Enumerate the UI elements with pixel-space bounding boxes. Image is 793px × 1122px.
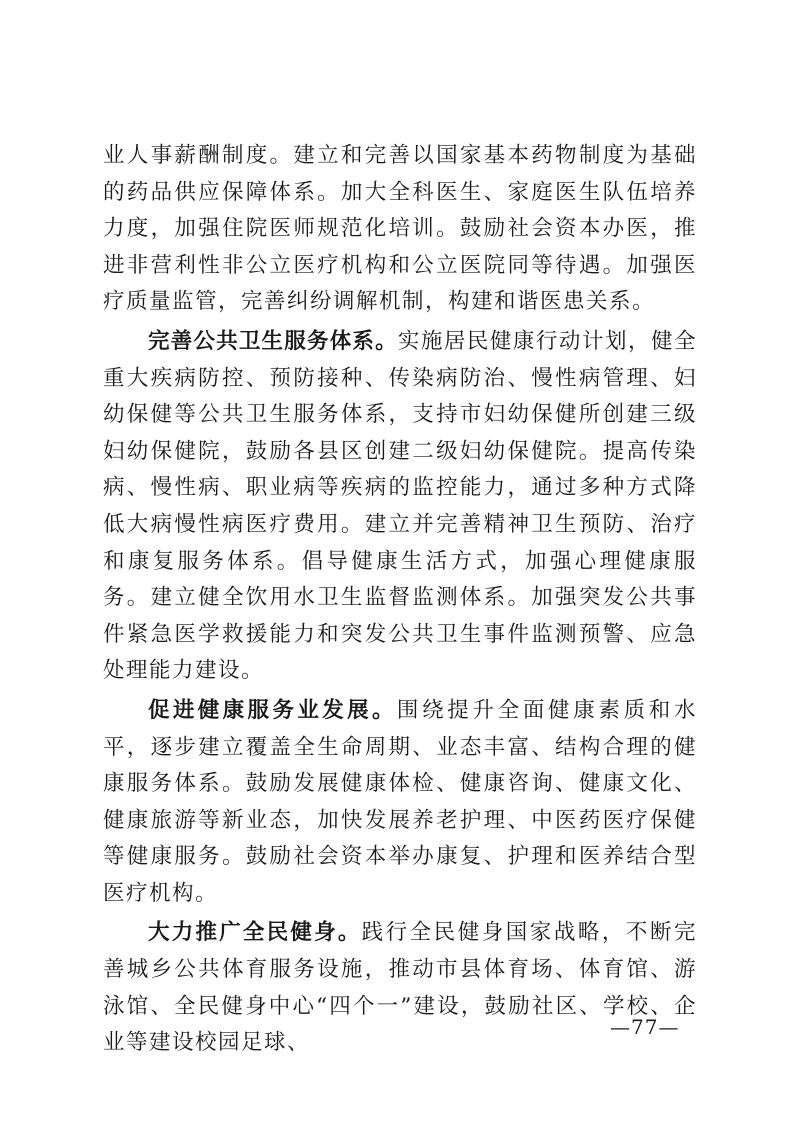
paragraph-4-text: 践行全民健身国家战略，不断完善城乡公共体育服务设施，推动市县体育场、体育馆、游泳馆、全民健身中心“四个一”建设，鼓励社区、学校、企业等建设校园足球、 xyxy=(103,920,697,1056)
paragraph-2 xyxy=(103,324,697,690)
paragraph-3 xyxy=(103,693,697,913)
page-number: —77— xyxy=(610,1015,680,1039)
paragraph-3-lead: 促进健康服务业发展。 xyxy=(148,697,397,723)
paragraph-2-text: 实施居民健康行动计划，健全重大疾病防控、预防接种、传染病防治、慢性病管理、妇幼保健等公共卫生服务体系，支持市妇幼保健所创建三级妇幼保健院，鼓励各县区创建二级妇幼保健院。提高传染病、慢性病、职业病等疾病的监控能力，通过多种方式降低大病慢性病医疗费用。建立并完善精神卫生预防、治疗和康复服务体系。倡导健康生活方式，加强心理健康服务。建立健全饮用水卫生监督监测体系。加强突发公共事件紧急医学救援能力和突发公共卫生事件监测预警、应急处理能力建设。 xyxy=(103,328,697,684)
paragraph-1-text: 业人事薪酬制度。建立和完善以国家基本药物制度为基础的药品供应保障体系。加大全科医生、家庭医生队伍培养力度，加强住院医师规范化培训。鼓励社会资本办医，推进非营利性非公立医疗机构和公立医院同等待遇。加强医疗质量监管，完善纠纷调解机制，构建和谐医患关系。 xyxy=(103,143,697,315)
paragraph-2-lead: 完善公共卫生服务体系。 xyxy=(148,328,398,354)
paragraph-4-lead: 大力推广全民健身。 xyxy=(148,920,362,946)
paragraph-4 xyxy=(103,915,697,1061)
paragraph-1 xyxy=(103,138,697,321)
document-body xyxy=(103,138,697,1065)
paragraph-3-text: 围绕提升全面健康素质和水平，逐步建立覆盖全生命周期、业态丰富、结构合理的健康服务体系。鼓励发展健康体检、健康咨询、健康文化、健康旅游等新业态，加快发展养老护理、中医药医疗保健等健康服务。鼓励社会资本举办康复、护理和医养结合型医疗机构。 xyxy=(103,697,697,906)
